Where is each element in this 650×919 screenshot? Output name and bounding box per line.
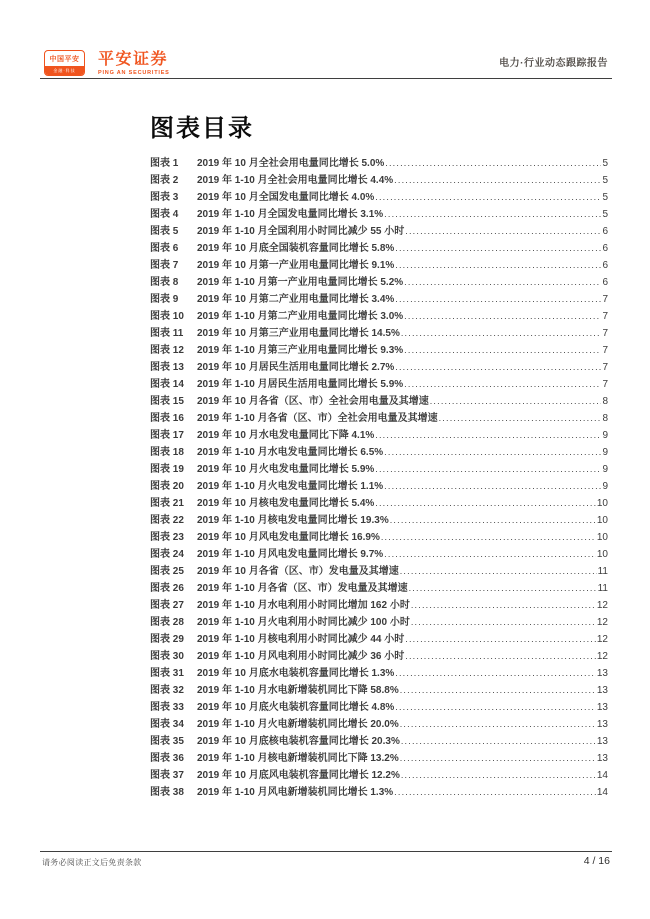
toc-entry-title: 2019 年 10 月底水电装机容量同比增长 1.3% (197, 668, 395, 679)
toc-entry-title: 2019 年 10 月核电发电量同比增长 5.4% (197, 498, 375, 509)
toc-entry-label: 图表 35 (150, 736, 184, 747)
toc-entry[interactable] (150, 665, 608, 682)
toc-entry-title: 2019 年 1-10 月居民生活用电量同比增长 5.9% (197, 379, 404, 390)
toc-entry[interactable] (150, 376, 608, 393)
toc-entry-title: 2019 年 10 月风电发电量同比增长 16.9% (197, 532, 380, 543)
page-title: 图表目录 (150, 115, 254, 142)
toc-entry-label: 图表 21 (150, 498, 184, 509)
toc-entry-label: 图表 18 (150, 447, 184, 458)
toc-dot-leader (395, 291, 601, 308)
toc-entry-page: 9 (602, 464, 608, 475)
toc-entry-page: 7 (602, 294, 608, 305)
toc-entry-page: 11 (597, 566, 608, 577)
toc-entry-page: 13 (596, 702, 608, 713)
header-brand (44, 50, 170, 76)
toc-entry-label: 图表 33 (150, 702, 184, 713)
toc-entry-label: 图表 12 (150, 345, 184, 356)
toc-entry-label: 图表 27 (150, 600, 184, 611)
toc-entry-title: 2019 年 1-10 月核电发电量同比增长 19.3% (197, 515, 389, 526)
toc-dot-leader (395, 359, 601, 376)
toc-entry-page: 5 (602, 209, 608, 220)
toc-dot-leader (384, 546, 596, 563)
toc-entry[interactable] (150, 767, 608, 784)
toc-entry[interactable] (150, 580, 608, 597)
toc-entry-label: 图表 5 (150, 226, 179, 237)
toc-entry-title: 2019 年 10 月第三产业用电量同比增长 14.5% (197, 328, 400, 339)
toc-entry-label: 图表 8 (150, 277, 179, 288)
toc-entry-page: 5 (602, 158, 608, 169)
toc-dot-leader (439, 410, 602, 427)
toc-entry[interactable] (150, 512, 608, 529)
toc-entry-page: 5 (602, 192, 608, 203)
toc-entry-title: 2019 年 1-10 月水电利用小时同比增加 162 小时 (197, 600, 410, 611)
toc-entry-page: 8 (602, 396, 608, 407)
toc-entry[interactable] (150, 733, 608, 750)
toc-dot-leader (394, 172, 601, 189)
toc-entry-page: 6 (602, 226, 608, 237)
toc-dot-leader (400, 716, 596, 733)
toc-entry[interactable] (150, 223, 608, 240)
toc-entry-page: 14 (596, 787, 608, 798)
toc-dot-leader (405, 631, 596, 648)
toc-dot-leader (395, 699, 596, 716)
toc-entry-label: 图表 31 (150, 668, 184, 679)
toc-entry-title: 2019 年 1-10 月水电发电量同比增长 6.5% (197, 447, 384, 458)
toc-dot-leader (401, 733, 596, 750)
toc-entry[interactable] (150, 648, 608, 665)
toc-entry[interactable] (150, 784, 608, 801)
toc-entry-page: 13 (596, 685, 608, 696)
toc-entry[interactable] (150, 631, 608, 648)
toc-entry-title: 2019 年 10 月水电发电量同比下降 4.1% (197, 430, 375, 441)
toc-dot-leader (430, 393, 602, 410)
toc-entry[interactable] (150, 240, 608, 257)
toc-dot-leader (404, 342, 601, 359)
toc-entry-label: 图表 11 (150, 328, 184, 339)
toc-entry-label: 图表 9 (150, 294, 179, 305)
toc-entry[interactable] (150, 529, 608, 546)
toc-dot-leader (375, 461, 601, 478)
toc-entry-title: 2019 年 1-10 月风电利用小时同比减少 36 小时 (197, 651, 405, 662)
toc-entry-page: 5 (602, 175, 608, 186)
toc-entry-label: 图表 23 (150, 532, 184, 543)
toc-entry-title: 2019 年 1-10 月各省（区、市）全社会用电量及其增速 (197, 413, 438, 424)
toc-entry[interactable] (150, 546, 608, 563)
toc-entry-page: 7 (602, 311, 608, 322)
toc-entry-page: 13 (596, 736, 608, 747)
toc-entry-label: 图表 2 (150, 175, 179, 186)
toc-entry-title: 2019 年 10 月底核电装机容量同比增长 20.3% (197, 736, 400, 747)
toc-entry-page: 13 (596, 753, 608, 764)
toc-entry-title: 2019 年 10 月居民生活用电量同比增长 2.7% (197, 362, 395, 373)
toc-entry[interactable] (150, 291, 608, 308)
toc-list (150, 155, 608, 801)
toc-dot-leader (375, 427, 601, 444)
toc-entry-page: 13 (596, 719, 608, 730)
toc-entry[interactable] (150, 682, 608, 699)
toc-entry-title: 2019 年 1-10 月全社会用电量同比增长 4.4% (197, 175, 394, 186)
pingan-logo-icon (44, 50, 85, 76)
toc-dot-leader (409, 580, 597, 597)
toc-entry[interactable] (150, 359, 608, 376)
toc-entry-title: 2019 年 1-10 月各省（区、市）发电量及其增速 (197, 583, 408, 594)
toc-entry-title: 2019 年 1-10 月第三产业用电量同比增长 9.3% (197, 345, 404, 356)
toc-entry-title: 2019 年 10 月火电发电量同比增长 5.9% (197, 464, 375, 475)
toc-entry-page: 12 (596, 634, 608, 645)
toc-entry-title: 2019 年 10 月底风电装机容量同比增长 12.2% (197, 770, 400, 781)
toc-dot-leader (385, 155, 601, 172)
toc-entry-label: 图表 3 (150, 192, 179, 203)
toc-entry-title: 2019 年 10 月全社会用电量同比增长 5.0% (197, 158, 385, 169)
toc-entry-title: 2019 年 1-10 月核电新增装机同比下降 13.2% (197, 753, 399, 764)
toc-entry[interactable] (150, 495, 608, 512)
toc-entry-label: 图表 19 (150, 464, 184, 475)
toc-entry[interactable] (150, 597, 608, 614)
toc-dot-leader (384, 444, 601, 461)
toc-dot-leader (400, 682, 596, 699)
toc-entry-title: 2019 年 10 月各省（区、市）发电量及其增速 (197, 566, 399, 577)
toc-dot-leader (405, 223, 601, 240)
toc-dot-leader (404, 308, 601, 325)
toc-entry[interactable] (150, 716, 608, 733)
brand-name-block (98, 50, 170, 76)
toc-entry-page: 14 (596, 770, 608, 781)
toc-entry-page: 9 (602, 447, 608, 458)
toc-entry-page: 6 (602, 277, 608, 288)
toc-dot-leader (395, 257, 601, 274)
toc-entry-title: 2019 年 1-10 月第二产业用电量同比增长 3.0% (197, 311, 404, 322)
toc-entry[interactable] (150, 614, 608, 631)
toc-dot-leader (384, 206, 601, 223)
toc-entry-label: 图表 30 (150, 651, 184, 662)
toc-entry-title: 2019 年 1-10 月火电发电量同比增长 1.1% (197, 481, 384, 492)
toc-entry-page: 10 (596, 515, 608, 526)
toc-entry-title: 2019 年 1-10 月水电新增装机同比下降 58.8% (197, 685, 399, 696)
toc-entry[interactable] (150, 699, 608, 716)
toc-entry[interactable] (150, 393, 608, 410)
toc-entry[interactable] (150, 189, 608, 206)
toc-entry-title: 2019 年 1-10 月火电新增装机同比增长 20.0% (197, 719, 399, 730)
toc-entry-title: 2019 年 1-10 月火电利用小时同比减少 100 小时 (197, 617, 410, 628)
toc-entry-label: 图表 28 (150, 617, 184, 628)
toc-dot-leader (411, 614, 596, 631)
toc-entry[interactable] (150, 257, 608, 274)
toc-entry-label: 图表 26 (150, 583, 184, 594)
toc-dot-leader (401, 325, 602, 342)
logo-badge-text: 中国平安 (49, 55, 80, 63)
logo-badge-subtext: 金融·科技 (45, 66, 84, 75)
brand-name: 平安证券 (98, 51, 169, 68)
toc-entry-page: 6 (602, 243, 608, 254)
toc-dot-leader (401, 767, 596, 784)
toc-entry-label: 图表 17 (150, 430, 184, 441)
toc-entry-label: 图表 14 (150, 379, 184, 390)
page-number-indicator: 4 / 16 (583, 855, 610, 867)
toc-entry[interactable] (150, 206, 608, 223)
toc-entry-page: 8 (602, 413, 608, 424)
toc-entry[interactable] (150, 750, 608, 767)
toc-entry-page: 7 (602, 362, 608, 373)
toc-entry-label: 图表 13 (150, 362, 184, 373)
brand-name-en: PING AN SECURITIES (98, 70, 170, 76)
toc-dot-leader (375, 189, 601, 206)
toc-entry-title: 2019 年 10 月底火电装机容量同比增长 4.8% (197, 702, 395, 713)
header-divider (40, 78, 612, 79)
toc-dot-leader (390, 512, 596, 529)
toc-dot-leader (404, 274, 601, 291)
toc-entry-label: 图表 38 (150, 787, 184, 798)
toc-entry[interactable] (150, 325, 608, 342)
toc-entry-label: 图表 10 (150, 311, 184, 322)
toc-entry-label: 图表 34 (150, 719, 184, 730)
toc-entry-title: 2019 年 1-10 月第一产业用电量同比增长 5.2% (197, 277, 404, 288)
toc-entry-label: 图表 16 (150, 413, 184, 424)
footer-divider (40, 851, 612, 852)
toc-dot-leader (400, 563, 597, 580)
toc-entry-title: 2019 年 1-10 月风电发电量同比增长 9.7% (197, 549, 384, 560)
toc-entry[interactable] (150, 410, 608, 427)
toc-entry-title: 2019 年 10 月底全国装机容量同比增长 5.8% (197, 243, 395, 254)
toc-entry-page: 13 (596, 668, 608, 679)
toc-entry-page: 12 (596, 600, 608, 611)
toc-entry-label: 图表 4 (150, 209, 179, 220)
toc-entry-label: 图表 36 (150, 753, 184, 764)
toc-entry[interactable] (150, 308, 608, 325)
toc-entry-label: 图表 24 (150, 549, 184, 560)
toc-dot-leader (404, 376, 601, 393)
toc-entry-title: 2019 年 1-10 月风电新增装机同比增长 1.3% (197, 787, 394, 798)
toc-entry-title: 2019 年 10 月全国发电量同比增长 4.0% (197, 192, 375, 203)
toc-entry-page: 9 (602, 430, 608, 441)
toc-entry-title: 2019 年 10 月第一产业用电量同比增长 9.1% (197, 260, 395, 271)
toc-entry-label: 图表 32 (150, 685, 184, 696)
toc-dot-leader (384, 478, 601, 495)
toc-dot-leader (394, 784, 596, 801)
toc-dot-leader (381, 529, 596, 546)
toc-entry[interactable] (150, 478, 608, 495)
toc-entry[interactable] (150, 563, 608, 580)
toc-entry-label: 图表 15 (150, 396, 184, 407)
toc-entry-title: 2019 年 10 月各省（区、市）全社会用电量及其增速 (197, 396, 429, 407)
toc-entry[interactable] (150, 444, 608, 461)
toc-entry-page: 10 (596, 532, 608, 543)
toc-entry-title: 2019 年 1-10 月核电利用小时同比减少 44 小时 (197, 634, 405, 645)
toc-entry-label: 图表 37 (150, 770, 184, 781)
toc-entry-label: 图表 1 (150, 158, 179, 169)
toc-entry[interactable] (150, 274, 608, 291)
toc-dot-leader (395, 240, 601, 257)
toc-entry-page: 7 (602, 328, 608, 339)
toc-entry-label: 图表 20 (150, 481, 184, 492)
toc-entry[interactable] (150, 342, 608, 359)
toc-entry[interactable] (150, 461, 608, 478)
toc-entry-label: 图表 29 (150, 634, 184, 645)
toc-dot-leader (400, 750, 596, 767)
toc-entry-page: 11 (597, 583, 608, 594)
toc-dot-leader (411, 597, 596, 614)
toc-entry-title: 2019 年 10 月第二产业用电量同比增长 3.4% (197, 294, 395, 305)
toc-entry-page: 9 (602, 481, 608, 492)
toc-entry-title: 2019 年 1-10 月全国发电量同比增长 3.1% (197, 209, 384, 220)
toc-entry[interactable] (150, 155, 608, 172)
report-type-label: 电力·行业动态跟踪报告 (499, 58, 608, 69)
toc-entry-page: 12 (596, 651, 608, 662)
toc-entry-page: 10 (596, 549, 608, 560)
toc-entry-title: 2019 年 1-10 月全国利用小时同比减少 55 小时 (197, 226, 405, 237)
toc-dot-leader (395, 665, 596, 682)
toc-entry[interactable] (150, 172, 608, 189)
toc-entry-label: 图表 7 (150, 260, 179, 271)
toc-entry-page: 6 (602, 260, 608, 271)
toc-entry-page: 7 (602, 345, 608, 356)
toc-entry-label: 图表 25 (150, 566, 184, 577)
toc-entry-label: 图表 22 (150, 515, 184, 526)
toc-dot-leader (375, 495, 596, 512)
toc-entry-page: 12 (596, 617, 608, 628)
toc-entry-label: 图表 6 (150, 243, 179, 254)
toc-entry[interactable] (150, 427, 608, 444)
toc-entry-page: 10 (596, 498, 608, 509)
footer-disclaimer: 请务必阅读正文后免责条款 (42, 858, 142, 867)
toc-entry-page: 7 (602, 379, 608, 390)
toc-dot-leader (405, 648, 596, 665)
